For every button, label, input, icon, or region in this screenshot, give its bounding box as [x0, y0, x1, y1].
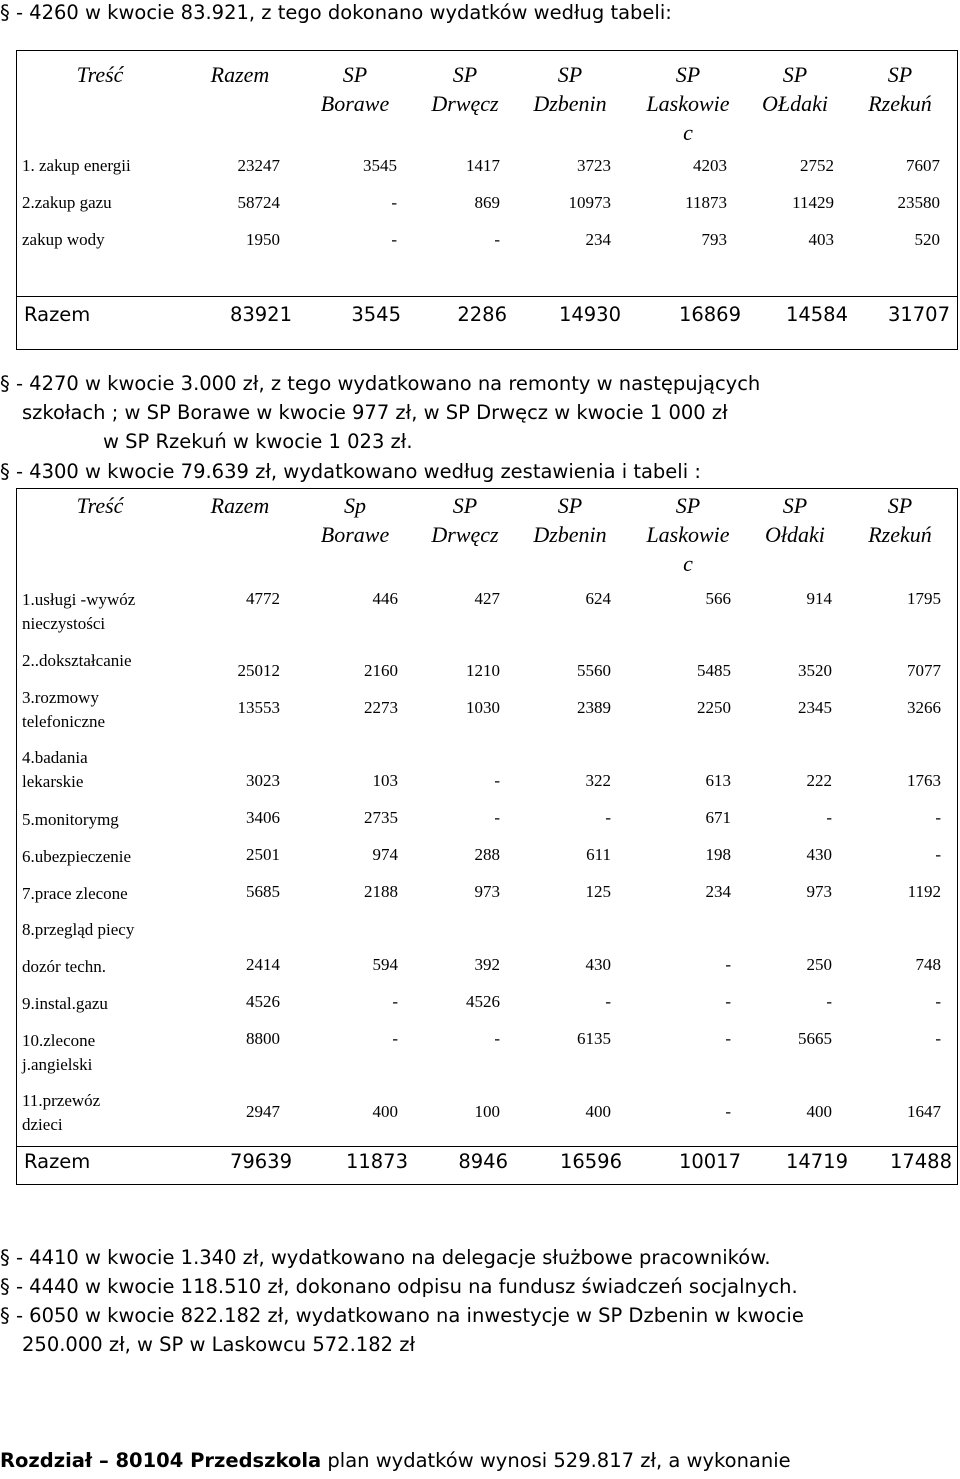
- table2-cell: 6135: [577, 1029, 611, 1048]
- t2-header-drwecz: SP Drwęcz: [431, 493, 499, 547]
- table1-cell: 1417: [466, 156, 500, 175]
- table1-cell: 23247: [237, 156, 280, 175]
- table2-row-label: 5.monitorymg: [22, 810, 119, 829]
- table2-cell: 125: [585, 882, 611, 901]
- table1-total-cell: 2286: [457, 303, 507, 326]
- footer-bold: Rozdział – 80104 Przedszkola: [0, 1449, 322, 1472]
- table1-cell: 3545: [363, 156, 397, 175]
- table1-cell: 23580: [897, 193, 940, 212]
- t2-header-oldaki: SP Ołdaki: [765, 493, 825, 547]
- table2-total-cell: 11873: [345, 1150, 408, 1173]
- table2-cell: 2273: [364, 698, 398, 717]
- table2-cell: 234: [705, 882, 731, 901]
- table2-cell: 322: [585, 771, 611, 790]
- table2-row-label: 11.przewóz dzieci: [22, 1091, 101, 1134]
- table2-cell: 427: [474, 589, 500, 608]
- table2-cell: 748: [915, 955, 941, 974]
- table2-cell: 446: [372, 589, 398, 608]
- table2-cell: 4526: [246, 992, 280, 1011]
- table1-cell: 11873: [685, 193, 727, 212]
- table2-cell: 974: [372, 845, 398, 864]
- table1-cell: 7607: [906, 156, 940, 175]
- table2-cell: 8800: [246, 1029, 280, 1048]
- table2-cell: -: [725, 1102, 731, 1121]
- table2-row-label: 9.instal.gazu: [22, 994, 108, 1013]
- table2-total-cell: 79639: [229, 1150, 292, 1173]
- table1-total-divider: [16, 296, 958, 297]
- table1-total-cell: 3545: [351, 303, 401, 326]
- table2-cell: 5560: [577, 661, 611, 680]
- table2-row-label: dozór techn.: [22, 957, 107, 976]
- table2-cell: 611: [586, 845, 611, 864]
- table2-cell: 430: [806, 845, 832, 864]
- table2-cell: 1647: [907, 1102, 941, 1121]
- paragraph-6050: § - 6050 w kwocie 822.182 zł, wydatkowano na inwestycje w SP Dzbenin w kwocie: [0, 1304, 804, 1327]
- table2-cell: 103: [372, 771, 398, 790]
- table2-cell: 973: [806, 882, 832, 901]
- table2-cell: 1210: [466, 661, 500, 680]
- table2-cell: -: [494, 1029, 500, 1048]
- t2-header-dzbenin: SP Dzbenin: [533, 493, 607, 547]
- footer-line: [0, 1447, 791, 1475]
- table2-cell: 2735: [364, 808, 398, 827]
- table2-total-divider: [16, 1146, 958, 1147]
- table2-cell: 2414: [246, 955, 280, 974]
- table2-cell: 3406: [246, 808, 280, 827]
- table2-cell: 2345: [798, 698, 832, 717]
- footer-rest: plan wydatków wynosi 529.817 zł, a wykonanie: [321, 1449, 791, 1472]
- table2-cell: 2947: [246, 1102, 280, 1121]
- table1-cell: 869: [474, 193, 500, 212]
- table2-row-label: 8.przegląd piecy: [22, 920, 135, 939]
- table2-cell: 594: [372, 955, 398, 974]
- table2-cell: 1192: [907, 882, 941, 901]
- table1-total-cell: 14930: [558, 303, 621, 326]
- table2-cell: 2501: [246, 845, 280, 864]
- table1-cell: 3723: [577, 156, 611, 175]
- table2-cell: 624: [585, 589, 611, 608]
- table2-cell: 1795: [907, 589, 941, 608]
- table1-cell: 520: [914, 230, 940, 249]
- table2-cell: -: [935, 992, 941, 1011]
- table2-cell: -: [605, 992, 611, 1011]
- table2-cell: 400: [806, 1102, 832, 1121]
- table2-cell: -: [725, 1029, 731, 1048]
- table2-cell: 25012: [237, 661, 280, 680]
- table2-cell: 400: [372, 1102, 398, 1121]
- t1-header-drwecz: SP Drwęcz: [431, 62, 499, 116]
- table1-row-label: 1. zakup energii: [22, 156, 131, 175]
- t1-header-oldaki: SP OŁdaki: [762, 62, 828, 116]
- table1-total-cell: 16869: [678, 303, 741, 326]
- table1-cell: 11429: [792, 193, 834, 212]
- table2-cell: 5485: [697, 661, 731, 680]
- table1-row-label: zakup wody: [22, 230, 105, 249]
- paragraph-4270-line3: w SP Rzekuń w kwocie 1 023 zł.: [103, 430, 413, 453]
- table2-cell: -: [826, 992, 832, 1011]
- t1-header-tresc: Treść: [76, 62, 124, 87]
- table2-cell: 1030: [466, 698, 500, 717]
- t2-header-tresc: Treść: [76, 493, 124, 518]
- table2-cell: 250: [806, 955, 832, 974]
- t1-header-razem: Razem: [210, 62, 270, 87]
- table2-cell: -: [935, 808, 941, 827]
- table2-cell: 222: [806, 771, 832, 790]
- table2-cell: -: [605, 808, 611, 827]
- table2-cell: -: [935, 1029, 941, 1048]
- table1-total-cell: 83921: [229, 303, 292, 326]
- table2-cell: 100: [474, 1102, 500, 1121]
- t2-header-laskowiec: SP Laskowie c: [646, 493, 730, 576]
- table2-row-label: 10.zlecone j.angielski: [22, 1031, 96, 1074]
- t1-header-rzekun: SP Rzekuń: [868, 62, 932, 116]
- table2-cell: -: [725, 992, 731, 1011]
- table1-cell: -: [391, 193, 397, 212]
- table1-cell: 4203: [693, 156, 727, 175]
- table2-row-label: 7.prace zlecone: [22, 884, 128, 903]
- paragraph-4270-line2: szkołach ; w SP Borawe w kwocie 977 zł, w SP Drwęcz w kwocie 1 000 zł: [22, 401, 728, 424]
- table2-cell: 2389: [577, 698, 611, 717]
- paragraph-4300: § - 4300 w kwocie 79.639 zł, wydatkowano według zestawienia i tabeli :: [0, 460, 701, 483]
- table1-cell: 58724: [237, 193, 280, 212]
- table2-cell: 2160: [364, 661, 398, 680]
- paragraph-4260: § - 4260 w kwocie 83.921, z tego dokonano wydatków według tabeli:: [0, 1, 672, 24]
- table2-cell: -: [725, 955, 731, 974]
- table2-cell: 613: [705, 771, 731, 790]
- table2-cell: 430: [585, 955, 611, 974]
- table1-cell: -: [494, 230, 500, 249]
- table2-cell: 914: [806, 589, 832, 608]
- table2-row-label: 4.badania lekarskie: [22, 748, 88, 791]
- table1-total-cell: 31707: [887, 303, 950, 326]
- table2-cell: 392: [474, 955, 500, 974]
- table2-total-cell: 16596: [559, 1150, 622, 1173]
- table2-total-cell: 14719: [785, 1150, 848, 1173]
- table2-cell: 2250: [697, 698, 731, 717]
- table2-cell: 5685: [246, 882, 280, 901]
- table2-cell: 4772: [246, 589, 280, 608]
- table2-cell: -: [494, 771, 500, 790]
- table2-cell: 1763: [907, 771, 941, 790]
- table2-row-label: 6.ubezpieczenie: [22, 847, 132, 866]
- table2-cell: 566: [705, 589, 731, 608]
- paragraph-4410: § - 4410 w kwocie 1.340 zł, wydatkowano na delegacje służbowe pracowników.: [0, 1246, 771, 1269]
- table1-cell: 234: [585, 230, 611, 249]
- table2-cell: 4526: [466, 992, 500, 1011]
- table2-cell: -: [392, 992, 398, 1011]
- table2-cell: 198: [705, 845, 731, 864]
- t2-header-razem: Razem: [210, 493, 270, 518]
- table1-cell: 403: [808, 230, 834, 249]
- table2-total-label: Razem: [24, 1150, 91, 1173]
- t1-header-dzbenin: SP Dzbenin: [533, 62, 607, 116]
- table2-cell: 400: [585, 1102, 611, 1121]
- table2-cell: 671: [705, 808, 731, 827]
- table1-cell: 10973: [568, 193, 611, 212]
- table2-cell: 5665: [798, 1029, 832, 1048]
- table1-cell: 1950: [246, 230, 280, 249]
- table2-cell: 3266: [907, 698, 941, 717]
- table2-cell: -: [392, 1029, 398, 1048]
- table1-cell: 2752: [800, 156, 834, 175]
- table2-row-label: 2..dokształcanie: [22, 651, 132, 670]
- table2-cell: -: [935, 845, 941, 864]
- t1-header-borawe: SP Borawe: [320, 62, 390, 116]
- t2-header-rzekun: SP Rzekuń: [868, 493, 932, 547]
- table2-cell: 3023: [246, 771, 280, 790]
- t1-header-laskowiec: SP Laskowie c: [646, 62, 730, 145]
- table2-cell: 3520: [798, 661, 832, 680]
- t2-header-borawe: Sp Borawe: [320, 493, 390, 547]
- table2-total-cell: 10017: [678, 1150, 741, 1173]
- table2-cell: 288: [474, 845, 500, 864]
- table2-cell: -: [826, 808, 832, 827]
- paragraph-4440: § - 4440 w kwocie 118.510 zł, dokonano odpisu na fundusz świadczeń socjalnych.: [0, 1275, 798, 1298]
- table2-total-cell: 8946: [458, 1150, 508, 1173]
- table2-total-cell: 17488: [889, 1150, 952, 1173]
- paragraph-4270-line1: § - 4270 w kwocie 3.000 zł, z tego wydatkowano na remonty w następujących: [0, 372, 761, 395]
- table2-cell: -: [494, 808, 500, 827]
- table1-cell: 793: [701, 230, 727, 249]
- table2-row-label: 1.usługi -wywóz nieczystości: [22, 590, 136, 633]
- table1-cell: -: [391, 230, 397, 249]
- paragraph-6050-cont: 250.000 zł, w SP w Laskowcu 572.182 zł: [22, 1333, 415, 1356]
- table1-row-label: 2.zakup gazu: [22, 193, 112, 212]
- table2-row-label: 3.rozmowy telefoniczne: [22, 688, 106, 731]
- table2-cell: 973: [474, 882, 500, 901]
- table2-cell: 7077: [907, 661, 941, 680]
- table2-cell: 2188: [364, 882, 398, 901]
- table1-total-label: Razem: [24, 303, 91, 326]
- table2-cell: 13553: [237, 698, 280, 717]
- table1-total-cell: 14584: [785, 303, 848, 326]
